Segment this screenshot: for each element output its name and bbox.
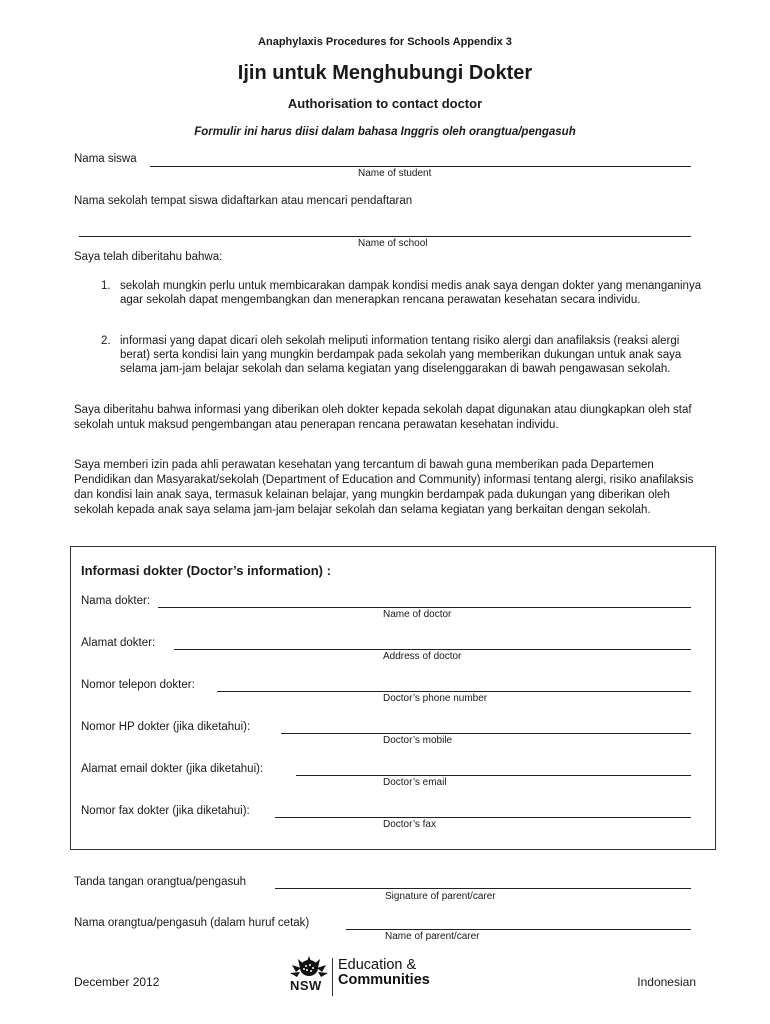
parent-name-caption: Name of parent/carer (385, 931, 480, 942)
doctor-email-field[interactable] (296, 775, 691, 776)
doctor-phone-label: Nomor telepon dokter: (81, 679, 195, 691)
signature-label: Tanda tangan orangtua/pengasuh (74, 876, 247, 888)
page-subtitle: Authorisation to contact doctor (287, 96, 483, 111)
doctor-mobile-caption: Doctor’s mobile (383, 735, 453, 746)
doctor-name-label: Nama dokter: (81, 595, 151, 607)
logo-line-1: Education & (338, 957, 417, 973)
parent-name-label: Nama orangtua/pengasuh (dalam huruf cetak) (74, 917, 310, 929)
list-item-number: 2. (101, 335, 111, 347)
student-name-label: Nama siswa (74, 153, 137, 165)
doctor-fax-label: Nomor fax dokter (jika diketahui): (81, 805, 250, 817)
logo-nsw-text: NSW (290, 978, 322, 993)
student-name-field[interactable] (150, 166, 691, 167)
doctor-phone-caption: Doctor’s phone number (383, 693, 488, 704)
doctor-fax-caption: Doctor’s fax (383, 819, 436, 830)
doctor-name-caption: Name of doctor (383, 609, 452, 620)
logo-divider (332, 958, 333, 996)
student-name-caption: Name of student (358, 168, 432, 179)
doctor-fax-field[interactable] (275, 817, 691, 818)
list-item-text: sekolah mungkin perlu untuk membicarakan dampak kondisi medis anak saya dengan dokter yang menanganinya agar sekolah dapat mengembangkan dan menerapkan rencana perawatan kesehatan secara individu. (120, 280, 702, 306)
form-instruction: Formulir ini harus diisi dalam bahasa Inggris oleh orangtua/pengasuh (194, 126, 576, 138)
doctor-mobile-field[interactable] (281, 733, 691, 734)
list-item-number: 1. (101, 280, 111, 292)
doctor-phone-field[interactable] (217, 691, 691, 692)
logo-wordmark (338, 958, 430, 988)
waratah-icon (288, 956, 330, 978)
parent-name-field[interactable] (346, 929, 691, 930)
doctor-address-field[interactable] (174, 649, 691, 650)
logo-line-2: Communities (338, 972, 430, 988)
page-title: Ijin untuk Menghubungi Dokter (237, 62, 533, 84)
informed-intro: Saya telah diberitahu bahwa: (74, 251, 223, 263)
nsw-logo (286, 956, 436, 998)
consent-paragraph: Saya memberi izin pada ahli perawatan kesehatan yang tercantum di bawah guna memberikan pada Departemen Pendidikan dan Masyarakat/sekolah (Department of Education and Community) informasi tentang alergi, risiko anafilaksis dan kondisi lain anak saya, termasuk kelainan belajar, yang mungkin berdampak pada dukungan yang diberikan oleh sekolah kepada anak saya selama jam-jam belajar sekolah dan selama kegiatan yang berkaitan dengan sekolah. (74, 459, 694, 516)
footer-language: Indonesian (637, 975, 696, 989)
doctor-mobile-label: Nomor HP dokter (jika diketahui): (81, 721, 251, 733)
list-item-text: informasi yang dapat dicari oleh sekolah meliputi information tentang risiko alergi dan anafilaksis (reaksi alergi berat) serta kondisi lain yang mungkin berdampak pada sekolah yang memberikan dukungan untuk anak saya selama jam-jam belajar sekolah dan selama kegiatan yang diselenggarakan di bawah pengawasan sekolah. (120, 335, 682, 375)
doctor-name-field[interactable] (158, 607, 691, 608)
school-name-caption: Name of school (358, 238, 428, 249)
school-name-field[interactable] (79, 236, 691, 237)
doctor-email-label: Alamat email dokter (jika diketahui): (81, 763, 264, 775)
doctor-address-label: Alamat dokter: (81, 637, 156, 649)
doctor-address-caption: Address of doctor (383, 651, 462, 662)
signature-caption: Signature of parent/carer (385, 891, 496, 902)
signature-field[interactable] (275, 888, 691, 889)
school-name-label: Nama sekolah tempat siswa didaftarkan atau mencari pendaftaran (74, 195, 413, 207)
footer-date: December 2012 (74, 975, 160, 989)
appendix-heading: Anaphylaxis Procedures for Schools Appendix 3 (258, 36, 512, 48)
doctor-info-title: Informasi dokter (Doctor’s information) : (81, 563, 331, 578)
disclosure-paragraph: Saya diberitahu bahwa informasi yang diberikan oleh dokter kepada sekolah dapat digunakan atau diungkapkan oleh staf sekolah untuk maksud pengembangan atau penerapan rencana perawatan kesehatan individu. (74, 404, 692, 431)
doctor-email-caption: Doctor’s email (383, 777, 447, 788)
